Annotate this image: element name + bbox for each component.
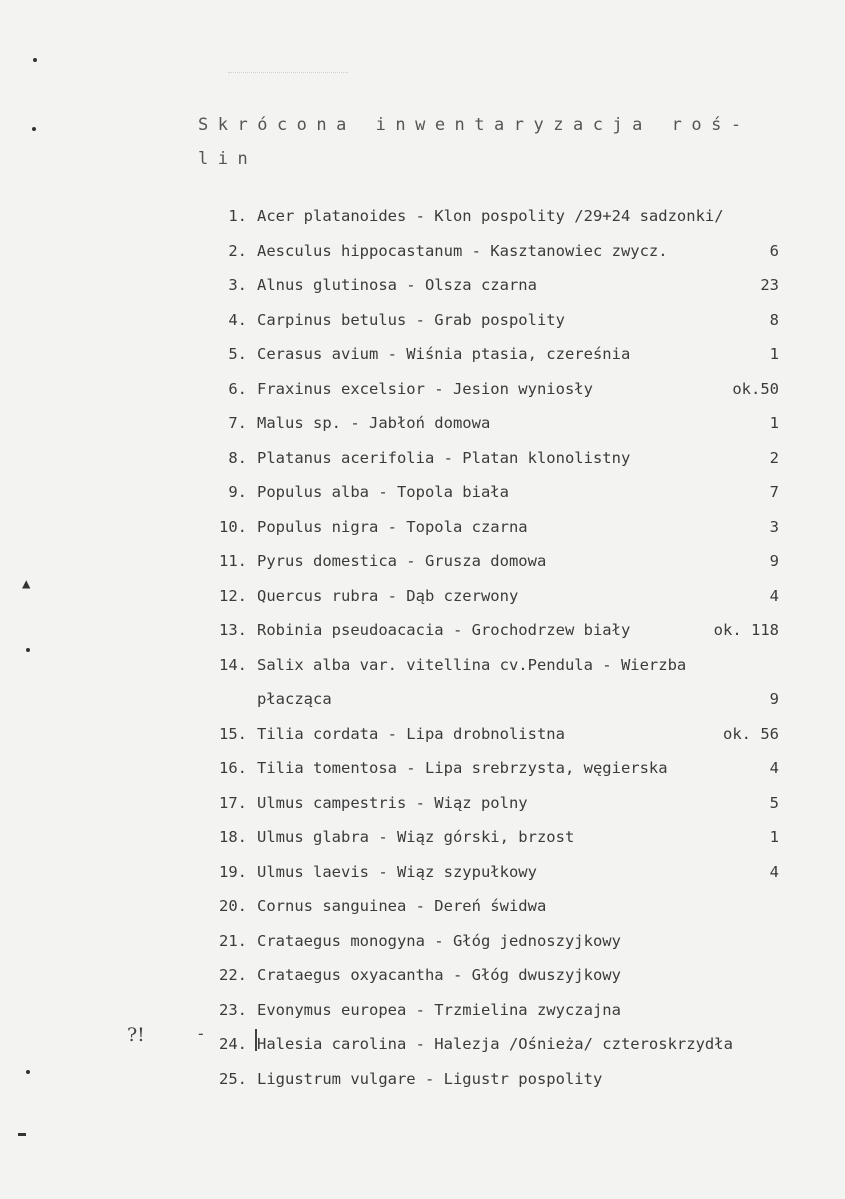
item-number: 24. (219, 1035, 247, 1053)
margin-caret-icon: ▲ (22, 576, 31, 592)
item-text: Quercus rubra - Dąb czerwony (257, 586, 519, 605)
item-quantity: ok.50 (732, 379, 779, 398)
item-number: 25. (219, 1069, 247, 1088)
plant-list (0, 199, 845, 1096)
item-text: Cornus sanguinea - Dereń świdwa (257, 897, 547, 915)
title-line-1: Skrócona inwentaryzacja roś- (198, 115, 751, 135)
list-item (0, 579, 845, 614)
item-number: 15. (219, 724, 247, 743)
item-number: 12. (219, 586, 247, 605)
list-item (0, 889, 845, 924)
item-quantity: 6 (769, 241, 779, 260)
item-number: 3. (228, 276, 247, 294)
item-text: Ligustrum vulgare - Ligustr pospolity (257, 1069, 603, 1088)
list-item (0, 820, 845, 855)
item-text: Acer platanoides - Klon pospolity /29+24 sadzonki/ (257, 207, 724, 225)
faint-rule (228, 72, 348, 74)
item-number: 18. (219, 828, 247, 846)
list-item (0, 406, 845, 441)
list-item (0, 786, 845, 821)
handwritten-margin-note: ?! (127, 1024, 145, 1046)
item-quantity: 7 (769, 483, 779, 501)
item-quantity: 1 (769, 828, 779, 846)
item-number: 7. (228, 414, 247, 432)
punch-dot (26, 1070, 30, 1074)
list-item (0, 510, 845, 545)
item-text: płacząca (257, 690, 332, 708)
item-text: Ulmus laevis - Wiąz szypułkowy (257, 862, 537, 881)
item-quantity: 3 (769, 517, 779, 536)
item-number: 1. (228, 207, 247, 225)
item-quantity: ok. 56 (723, 724, 779, 743)
item-text: Platanus acerifolia - Platan klonolistny (257, 448, 631, 467)
item-number: 13. (219, 621, 247, 639)
item-quantity: 9 (769, 690, 779, 708)
item-text: Fraxinus excelsior - Jesion wyniosły (257, 379, 593, 398)
handwritten-mark (255, 1029, 257, 1051)
list-item (0, 993, 845, 1028)
item-text: Carpinus betulus - Grab pospolity (257, 310, 565, 329)
item-text: Crataegus oxyacantha - Głóg dwuszyjkowy (257, 966, 621, 984)
item-number: 9. (228, 483, 247, 501)
item-number: 10. (219, 517, 247, 536)
list-item (0, 441, 845, 476)
item-quantity: 23 (760, 276, 779, 294)
item-quantity: 4 (769, 586, 779, 605)
item-quantity: 1 (769, 345, 779, 363)
item-number: 14. (219, 655, 247, 674)
item-text: Tilia tomentosa - Lipa srebrzysta, węgierska (257, 759, 668, 777)
punch-dot (32, 127, 36, 131)
item-text: Cerasus avium - Wiśnia ptasia, czereśnia (257, 345, 631, 363)
item-quantity: 8 (769, 310, 779, 329)
list-item (0, 751, 845, 786)
item-text: Aesculus hippocastanum - Kasztanowiec zwycz. (257, 241, 668, 260)
list-item (0, 303, 845, 338)
list-item (0, 717, 845, 752)
item-number: 16. (219, 759, 247, 777)
item-number: 22. (219, 966, 247, 984)
document-title (198, 108, 751, 176)
item-text: Populus alba - Topola biała (257, 483, 509, 501)
item-quantity: ok. 118 (713, 621, 779, 639)
punch-dot (33, 58, 37, 62)
item-quantity: 1 (769, 414, 779, 432)
item-quantity: 2 (769, 448, 779, 467)
item-text: Ulmus glabra - Wiąz górski, brzost (257, 828, 575, 846)
item-quantity: 4 (769, 759, 779, 777)
punch-dot (26, 648, 30, 652)
item-text: Alnus glutinosa - Olsza czarna (257, 276, 537, 294)
item-quantity: 5 (769, 793, 779, 812)
item-text: Ulmus campestris - Wiąz polny (257, 793, 528, 812)
item-number: 2. (228, 241, 247, 260)
list-item (0, 648, 845, 683)
list-item (0, 234, 845, 269)
list-item (0, 855, 845, 890)
list-item (0, 958, 845, 993)
list-item (0, 1062, 845, 1097)
item-text: Crataegus monogyna - Głóg jednoszyjkowy (257, 931, 621, 950)
list-item (0, 613, 845, 648)
item-quantity: 9 (769, 552, 779, 570)
item-number: 5. (228, 345, 247, 363)
item-text: Pyrus domestica - Grusza domowa (257, 552, 547, 570)
list-item (0, 544, 845, 579)
item-text: Populus nigra - Topola czarna (257, 517, 528, 536)
item-text: Tilia cordata - Lipa drobnolistna (257, 724, 565, 743)
item-number: 21. (219, 931, 247, 950)
margin-tick (18, 1133, 26, 1136)
list-item (0, 475, 845, 510)
list-item (0, 199, 845, 234)
item-text: Malus sp. - Jabłoń domowa (257, 414, 491, 432)
margin-dash: - (196, 1024, 206, 1043)
list-item (0, 924, 845, 959)
item-text: Robinia pseudoacacia - Grochodrzew biały (257, 621, 631, 639)
item-text: Evonymus europea - Trzmielina zwyczajna (257, 1000, 621, 1019)
list-item (0, 372, 845, 407)
list-item (0, 268, 845, 303)
list-item (0, 337, 845, 372)
item-number: 19. (219, 862, 247, 881)
item-number: 23. (219, 1000, 247, 1019)
list-item (0, 682, 845, 717)
item-quantity: 4 (769, 862, 779, 881)
item-text: Salix alba var. vitellina cv.Pendula - Wierzba (257, 655, 687, 674)
item-text: Halesia carolina - Halezja /Ośnieża/ czteroskrzydła (257, 1035, 733, 1053)
item-number: 8. (228, 448, 247, 467)
item-number: 11. (219, 552, 247, 570)
item-number: 4. (228, 310, 247, 329)
title-line-2: lin (198, 149, 258, 169)
item-number: 6. (228, 379, 247, 398)
item-number: 17. (219, 793, 247, 812)
item-number: 20. (219, 897, 247, 915)
